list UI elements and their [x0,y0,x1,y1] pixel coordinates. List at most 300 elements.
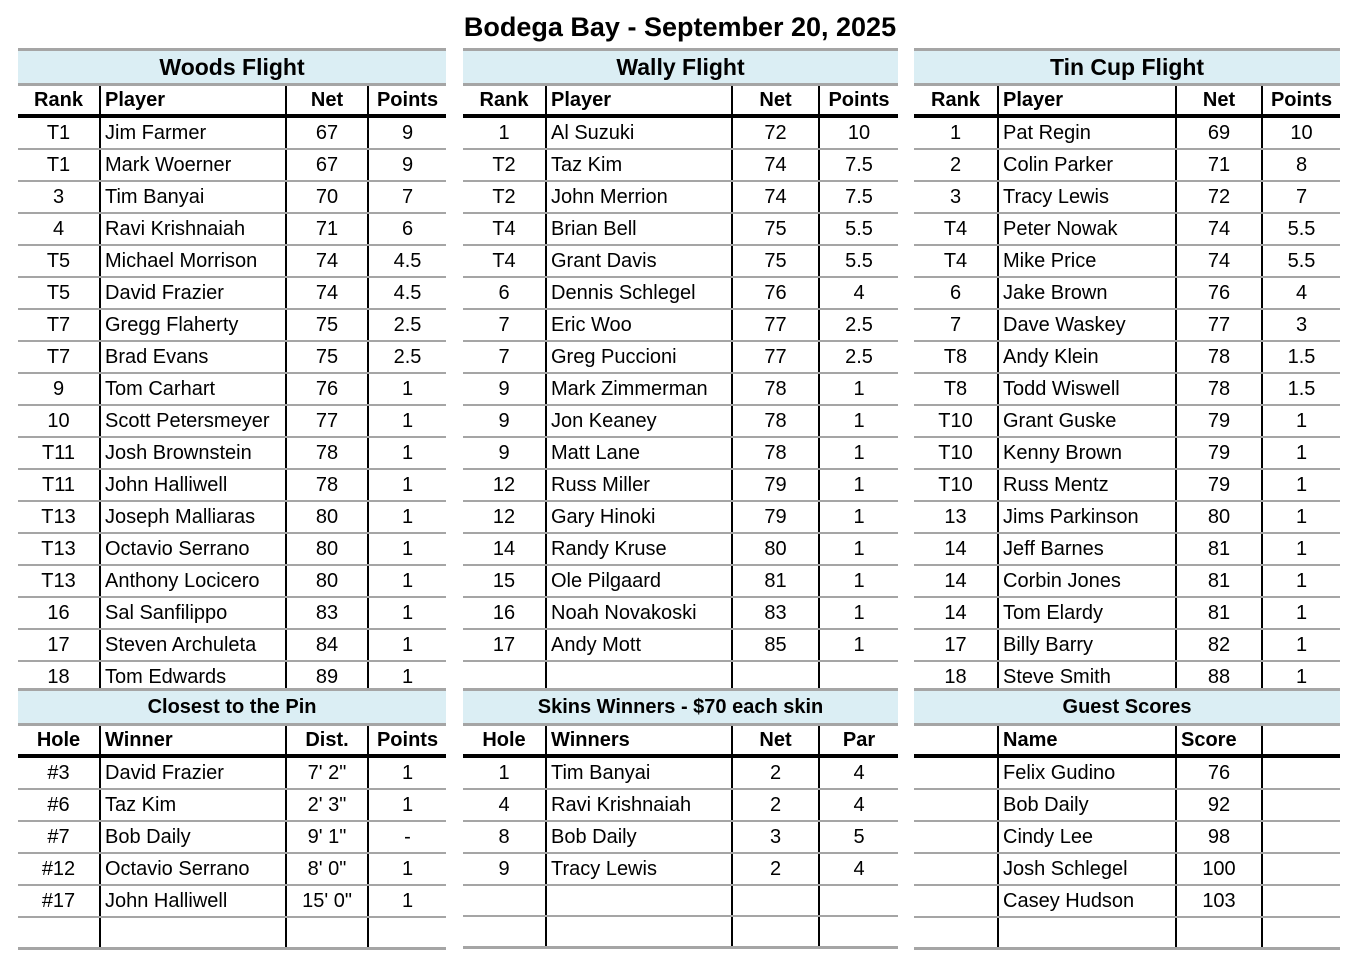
table-cell: Bob Daily [546,821,732,853]
table-cell: 75 [286,341,368,373]
column-header: Hole [463,725,546,757]
table-cell: 103 [1176,885,1262,917]
table-cell: 9 [463,405,546,437]
table-cell: 74 [732,181,819,213]
table-cell: 79 [732,469,819,501]
table-row [18,501,446,533]
table-cell: 1 [368,661,446,694]
table-cell: 1 [368,597,446,629]
table-cell: T4 [463,213,546,245]
table-row [18,277,446,309]
table-cell: 79 [1176,469,1262,501]
table-cell: 98 [1176,821,1262,853]
table-cell: 6 [463,277,546,309]
table-cell: Steve Smith [998,661,1176,694]
table-cell: 16 [463,597,546,629]
table-cell: 4 [819,277,898,309]
table-cell: 7 [463,341,546,373]
table-cell: T13 [18,533,100,565]
table-cell: 89 [286,661,368,694]
table-cell: Mark Woerner [100,149,286,181]
table-row [18,821,446,853]
table-cell: 17 [463,629,546,661]
table-cell [819,916,898,948]
table-cell: 12 [463,501,546,533]
table-cell: 1 [819,405,898,437]
table-cell: 69 [1176,116,1262,149]
table-cell: 67 [286,116,368,149]
table-cell: 1 [1262,629,1340,661]
table-cell: 1 [1262,437,1340,469]
table-cell [368,917,446,949]
table-row [914,373,1340,405]
table-cell: #6 [18,789,100,821]
table-cell: 9 [368,149,446,181]
table-row [914,789,1340,821]
table-cell: Tom Edwards [100,661,286,694]
table-cell: T1 [18,149,100,181]
table-cell: 72 [1176,181,1262,213]
table-cell: 7 [368,181,446,213]
table-cell: Russ Miller [546,469,732,501]
table-cell: 1 [819,565,898,597]
table-row [463,821,898,853]
table-cell: 17 [18,629,100,661]
table-cell: 1 [819,533,898,565]
table-cell: Ravi Krishnaiah [100,213,286,245]
table-cell [546,885,732,916]
table-cell: 1 [368,629,446,661]
guest-scores-table [914,688,1340,950]
table-cell: 76 [1176,756,1262,789]
table-heading: Woods Flight [18,50,446,85]
table-heading: Closest to the Pin [18,690,446,725]
column-header: Points [1262,85,1340,117]
table-cell: 1 [368,469,446,501]
table-cell: Tracy Lewis [998,181,1176,213]
table-cell: Randy Kruse [546,533,732,565]
table-row [463,373,898,405]
table-cell: T5 [18,277,100,309]
column-header: Dist. [286,725,368,757]
table-cell [1262,853,1340,885]
table-row [18,565,446,597]
table-row [914,245,1340,277]
table-cell: 1 [1262,533,1340,565]
table-cell: 1 [463,116,546,149]
table-row [18,116,446,149]
table-cell: 78 [732,405,819,437]
table-cell: 2 [732,789,819,821]
table-row [18,789,446,821]
table-cell: Bob Daily [998,789,1176,821]
table-cell [1262,821,1340,853]
table-cell: Grant Guske [998,405,1176,437]
table-row [914,756,1340,789]
table-cell: Pat Regin [998,116,1176,149]
table-cell: Steven Archuleta [100,629,286,661]
table-cell: 1 [819,437,898,469]
table-cell: T8 [914,341,998,373]
table-row [463,597,898,629]
table-cell: Jims Parkinson [998,501,1176,533]
table-cell [732,885,819,916]
table-cell [1262,789,1340,821]
column-header: Winners [546,725,732,757]
table-cell: 77 [732,309,819,341]
table-cell: 4 [463,789,546,821]
table-cell: 78 [286,437,368,469]
table-row [914,597,1340,629]
table-cell: 80 [286,533,368,565]
table-cell: 1 [1262,469,1340,501]
table-cell: 1 [819,597,898,629]
table-cell: Noah Novakoski [546,597,732,629]
table-cell: 1.5 [1262,341,1340,373]
table-cell: 9 [463,437,546,469]
table-cell: 79 [1176,437,1262,469]
column-header: Player [100,85,286,117]
table-cell: 4.5 [368,277,446,309]
table-cell: 74 [1176,245,1262,277]
table-cell: 81 [1176,533,1262,565]
table-cell: Jon Keaney [546,405,732,437]
wally-flight-table [463,48,898,694]
table-cell: 2.5 [368,309,446,341]
table-row [914,437,1340,469]
table-cell: 1 [1262,661,1340,694]
table-cell: 2 [914,149,998,181]
table-cell: Gregg Flaherty [100,309,286,341]
table-row [463,885,898,916]
table-cell: 3 [18,181,100,213]
table-cell: 1 [368,853,446,885]
closest-to-pin-table [18,688,446,950]
table-row [463,213,898,245]
table-row [914,821,1340,853]
table-row [914,533,1340,565]
table-cell: 1.5 [1262,373,1340,405]
table-cell: 1 [819,469,898,501]
table-row [18,213,446,245]
column-header: Par [819,725,898,757]
column-header: Name [998,725,1176,757]
table-row [914,501,1340,533]
column-header: Net [732,725,819,757]
table-cell [1262,885,1340,917]
table-row [463,405,898,437]
skins-winners-table [463,688,898,949]
table-row [18,533,446,565]
table-cell: 78 [732,437,819,469]
table-cell: Casey Hudson [998,885,1176,917]
table-row [18,469,446,501]
column-header: Rank [18,85,100,117]
column-header: Winner [100,725,286,757]
table-row [914,405,1340,437]
table-row [914,853,1340,885]
table-row [914,885,1340,917]
table-cell [100,917,286,949]
table-cell: 1 [819,629,898,661]
table-cell: 4 [819,853,898,885]
column-header: Rank [914,85,998,117]
column-header [914,725,998,757]
table-cell [914,821,998,853]
table-cell: Grant Davis [546,245,732,277]
table-cell: Michael Morrison [100,245,286,277]
table-cell: T4 [463,245,546,277]
table-cell: 4 [18,213,100,245]
table-cell: 80 [286,565,368,597]
table-row [18,149,446,181]
table-cell: 2.5 [368,341,446,373]
table-cell: 4 [819,789,898,821]
table-cell: John Halliwell [100,469,286,501]
table-cell: 4 [819,756,898,789]
table-row [18,309,446,341]
table-row [18,181,446,213]
table-cell: 2' 3" [286,789,368,821]
table-cell: 85 [732,629,819,661]
table-heading: Skins Winners - $70 each skin [463,690,898,725]
table-cell: 74 [1176,213,1262,245]
table-row [463,181,898,213]
table-row [914,917,1340,949]
table-row [463,245,898,277]
table-cell: Jim Farmer [100,116,286,149]
column-header: Score [1176,725,1262,757]
table-cell: 1 [368,885,446,917]
table-cell: 77 [286,405,368,437]
table-cell: Dennis Schlegel [546,277,732,309]
table-cell: Colin Parker [998,149,1176,181]
table-cell: 5.5 [1262,245,1340,277]
table-cell: T13 [18,501,100,533]
table-cell: 75 [732,213,819,245]
table-cell: Josh Brownstein [100,437,286,469]
table-cell: 8 [463,821,546,853]
table-cell: T7 [18,309,100,341]
table-cell: 74 [732,149,819,181]
table-cell: 8 [1262,149,1340,181]
table-cell: T8 [914,373,998,405]
table-cell: 100 [1176,853,1262,885]
table-cell: T5 [18,245,100,277]
table-cell [1262,756,1340,789]
table-cell: 88 [1176,661,1262,694]
table-row [463,149,898,181]
table-row [18,917,446,949]
wally-flight-panel [463,48,898,694]
table-heading: Guest Scores [914,690,1340,725]
table-row [18,597,446,629]
table-cell: 81 [1176,565,1262,597]
table-cell: T10 [914,405,998,437]
table-cell: 84 [286,629,368,661]
table-row [18,885,446,917]
table-cell: 13 [914,501,998,533]
table-cell: 7 [914,309,998,341]
table-cell: T2 [463,149,546,181]
table-cell [1262,917,1340,949]
table-cell: Eric Woo [546,309,732,341]
table-cell: 1 [368,789,446,821]
table-heading: Wally Flight [463,50,898,85]
table-cell [286,917,368,949]
closest-to-pin-panel [18,688,446,950]
table-cell: Greg Puccioni [546,341,732,373]
table-row [18,756,446,789]
table-cell: Taz Kim [100,789,286,821]
column-header [1262,725,1340,757]
table-cell: David Frazier [100,277,286,309]
table-cell: 6 [914,277,998,309]
table-cell: 1 [1262,405,1340,437]
table-row [914,565,1340,597]
table-cell: - [368,821,446,853]
table-cell: 1 [368,501,446,533]
table-cell: Bob Daily [100,821,286,853]
table-cell: 75 [286,309,368,341]
table-cell: 2 [732,853,819,885]
table-cell: Ravi Krishnaiah [546,789,732,821]
table-cell: T4 [914,245,998,277]
table-cell: 14 [914,597,998,629]
table-cell: 76 [1176,277,1262,309]
table-cell [998,917,1176,949]
table-cell: Gary Hinoki [546,501,732,533]
table-cell: Anthony Locicero [100,565,286,597]
table-cell: 10 [18,405,100,437]
table-cell: Octavio Serrano [100,853,286,885]
table-cell: 74 [286,277,368,309]
table-cell: 80 [286,501,368,533]
tin-cup-flight-panel [914,48,1340,695]
table-cell: 2.5 [819,309,898,341]
table-cell: 79 [1176,405,1262,437]
table-cell: 14 [914,565,998,597]
table-row [914,629,1340,661]
table-cell: Russ Mentz [998,469,1176,501]
table-row [914,181,1340,213]
table-row [18,245,446,277]
table-cell: 3 [914,181,998,213]
table-cell: 6 [368,213,446,245]
table-cell: Andy Mott [546,629,732,661]
table-cell: 1 [368,405,446,437]
table-cell: 1 [368,373,446,405]
table-cell: 15' 0" [286,885,368,917]
table-cell: 1 [463,756,546,789]
woods-flight-table [18,48,446,695]
table-cell: Cindy Lee [998,821,1176,853]
table-cell: T1 [18,116,100,149]
table-cell: 5.5 [819,245,898,277]
table-cell: 18 [914,661,998,694]
column-header: Rank [463,85,546,117]
table-cell: Brad Evans [100,341,286,373]
table-cell: Jeff Barnes [998,533,1176,565]
table-row [463,116,898,149]
table-cell: Tom Elardy [998,597,1176,629]
table-cell: Corbin Jones [998,565,1176,597]
table-cell: 7 [463,309,546,341]
table-cell: Tracy Lewis [546,853,732,885]
table-row [463,533,898,565]
table-cell: 5.5 [1262,213,1340,245]
table-cell: Jake Brown [998,277,1176,309]
table-row [463,789,898,821]
table-cell: 75 [732,245,819,277]
table-cell: Mike Price [998,245,1176,277]
table-cell: 1 [1262,565,1340,597]
table-cell: 7 [1262,181,1340,213]
table-row [914,213,1340,245]
table-row [18,853,446,885]
table-cell: David Frazier [100,756,286,789]
table-cell: 10 [1262,116,1340,149]
table-cell [914,853,998,885]
table-cell: 76 [732,277,819,309]
table-cell: 1 [368,533,446,565]
table-cell: 80 [1176,501,1262,533]
table-cell [463,885,546,916]
table-cell: Peter Nowak [998,213,1176,245]
table-cell: Octavio Serrano [100,533,286,565]
table-cell: 74 [286,245,368,277]
column-header: Net [732,85,819,117]
table-cell: 3 [732,821,819,853]
table-cell: Matt Lane [546,437,732,469]
table-row [914,341,1340,373]
table-cell: T7 [18,341,100,373]
table-row [914,277,1340,309]
table-cell: Sal Sanfilippo [100,597,286,629]
column-header: Points [819,85,898,117]
table-row [463,565,898,597]
table-row [914,469,1340,501]
table-cell: #12 [18,853,100,885]
table-cell [914,885,998,917]
table-row [914,116,1340,149]
column-header: Net [1176,85,1262,117]
table-row [463,916,898,948]
column-header: Net [286,85,368,117]
table-row [463,341,898,373]
table-cell: 7.5 [819,181,898,213]
table-cell: 67 [286,149,368,181]
table-cell: 77 [732,341,819,373]
table-cell: 9 [463,373,546,405]
table-cell: 2.5 [819,341,898,373]
table-row [914,149,1340,181]
guest-scores-panel [914,688,1340,950]
table-cell: 4 [1262,277,1340,309]
table-cell: T10 [914,469,998,501]
table-cell [463,916,546,948]
table-cell: 9 [18,373,100,405]
table-cell: 71 [286,213,368,245]
table-cell: T13 [18,565,100,597]
table-cell: 2 [732,756,819,789]
table-cell: 78 [732,373,819,405]
table-cell: Brian Bell [546,213,732,245]
table-cell: 71 [1176,149,1262,181]
table-cell [914,789,998,821]
table-cell: Tim Banyai [546,756,732,789]
table-row [463,437,898,469]
